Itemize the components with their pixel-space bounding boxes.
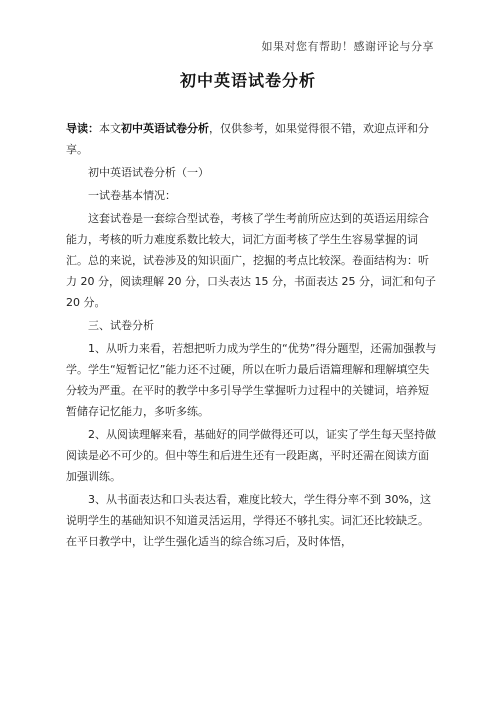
lead-label: 导读：: [66, 122, 99, 135]
lead-paragraph: [66, 118, 438, 160]
document-title: 初中英语试卷分析: [179, 71, 316, 90]
body-paragraph-4: 3、从书面表达和口头表达看，难度比较大，学生得分率不到 30%，这说明学生的基础知识不知道灵活运用，学得还不够扎实。词汇还比较缺乏。在平日教学中，让学生强化适当的综合练习后，及时体悟，: [66, 493, 431, 548]
header-note: 如果对您有帮助！感谢评论与分享: [261, 40, 434, 53]
lead-suffix: ，仅供参考，如果觉得很不错，欢迎点评和分享。: [66, 122, 429, 156]
section-heading-2: 一试卷基本情况：: [88, 189, 176, 202]
section-heading-1: 初中英语试卷分析（一）: [88, 166, 209, 179]
body-paragraph-2: 1、从听力来看，若想把听力成为学生的“优势”得分题型，还需加强教与学。学生“短暂记忆”能力还不过硬，所以在听力最后语篇理解和理解填空失分较为严重。在平时的教学中多引导学生掌握听力过程中的关键词，培养短暂储存记忆能力，多听多练。: [66, 342, 437, 418]
section-heading-3: 三、试卷分析: [88, 319, 154, 332]
lead-prefix: 本文: [99, 122, 121, 135]
lead-strong: 初中英语试卷分析: [121, 122, 209, 135]
body-paragraph-3: 2、从阅读理解来看，基础好的同学做得还可以，证实了学生每天坚持做阅读是必不可少的。但中等生和后进生还有一段距离，平时还需在阅读方面加强训练。: [66, 428, 436, 483]
document-body: [66, 118, 438, 552]
body-paragraph-1: 这套试卷是一套综合型试卷，考核了学生考前所应达到的英语运用综合能力，考核的听力难度系数比较大，词汇方面考核了学生生容易掌握的词汇。总的来说，试卷涉及的知识面广，挖掘的考点比较深。卷面结构为：听力 20 分，阅读理解 20 分，口头表达 15 分，书面表达 25 分，词汇和句子 20 分。: [66, 212, 436, 309]
